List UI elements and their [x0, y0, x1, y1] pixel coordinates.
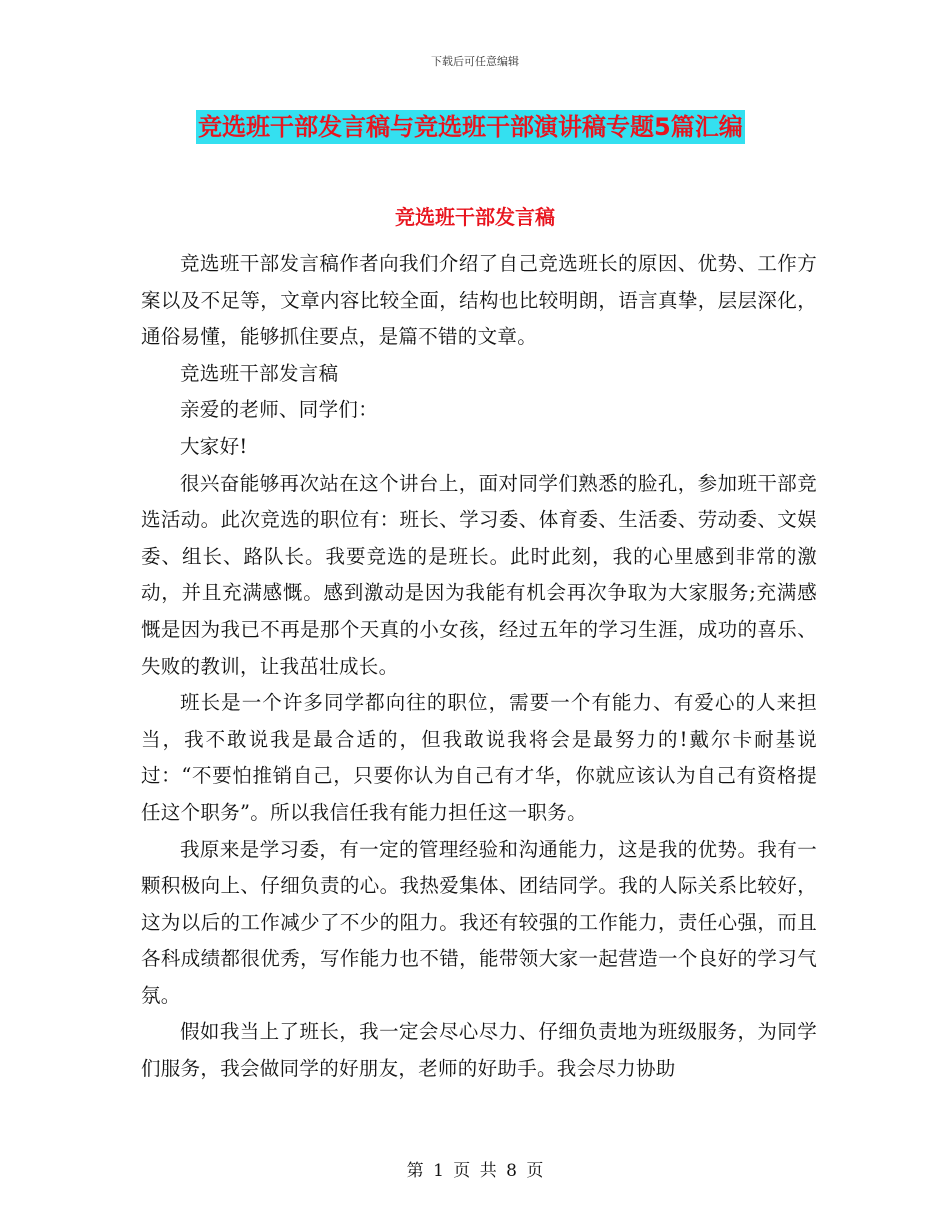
paragraph-salutation: 亲爱的老师、同学们： — [180, 398, 379, 422]
paragraph-body-4: 假如我当上了班长，我一定会尽心尽力、仔细负责地为班级服务，为同学们服务，我会做同学的好朋友，老师的好助手。我会尽力协助 — [141, 1020, 817, 1081]
paragraph-intro: 竞选班干部发言稿作者向我们介绍了自己竞选班长的原因、优势、工作方案以及不足等，文章内容比较全面，结构也比较明朗，语言真挚，层层深化，通俗易懂，能够抓住要点，是篇不错的文章。 — [141, 252, 817, 349]
paragraph-body-3: 我原来是学习委，有一定的管理经验和沟通能力，这是我的优势。我有一颗积极向上、仔细负责的心。我热爱集体、团结同学。我的人际关系比较好，这为以后的工作减少了不少的阻力。我还有较强的工作能力，责任心强，而且各科成绩都很优秀，写作能力也不错，能带领大家一起营造一个良好的学习气氛。 — [141, 837, 817, 1007]
paragraph-body-1: 很兴奋能够再次站在这个讲台上，面对同学们熟悉的脸孔，参加班干部竞选活动。此次竞选的职位有：班长、学习委、体育委、生活委、劳动委、文娱委、组长、路队长。我要竞选的是班长。此时此刻，我的心里感到非常的激动，并且充满感慨。感到激动是因为我能有机会再次争取为大家服务;充满感慨是因为我已不再是那个天真的小女孩，经过五年的学习生涯，成功的喜乐、失败的教训，让我茁壮成长。 — [141, 471, 817, 678]
paragraph-greeting: 大家好! — [180, 434, 248, 458]
document-body — [141, 246, 817, 1088]
paragraph-subtitle: 竞选班干部发言稿 — [180, 361, 339, 385]
header-note: 下载后可任意编辑 — [431, 55, 519, 68]
main-title: 竞选班干部发言稿与竞选班干部演讲稿专题5篇汇编 — [196, 110, 745, 144]
section-title: 竞选班干部发言稿 — [395, 205, 555, 229]
page-number: 第 1 页 共 8 页 — [406, 1161, 544, 1181]
paragraph-body-2: 班长是一个许多同学都向往的职位，需要一个有能力、有爱心的人来担当，我不敢说我是最合适的，但我敢说我将会是最努力的!戴尔卡耐基说过：“不要怕推销自己，只要你认为自己有才华，你就应该认为自己有资格提任这个职务”。所以我信任我有能力担任这一职务。 — [141, 691, 817, 824]
